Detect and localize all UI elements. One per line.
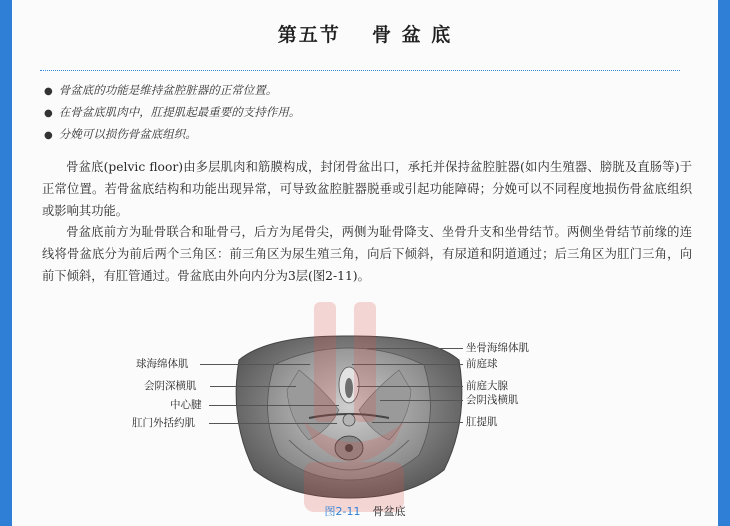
pelvic-floor-illustration [229,330,469,500]
body-paragraph-2 [42,221,692,287]
leader-line [209,405,339,406]
figure-number: 图2-11 [324,505,361,518]
key-point-text: 骨盆底的功能是维持盆腔脏器的正常位置。 [58,83,278,97]
leader-line [380,400,463,401]
leader-line [352,364,463,365]
label-central-tendon: 中心腱 [170,399,202,411]
key-point-text: 在骨盆底肌肉中，肛提肌起最重要的支持作用。 [58,105,301,119]
page-frame-left [0,0,12,526]
label-bulbospongiosus: 球海绵体肌 [136,358,189,370]
leader-line [209,423,337,424]
label-greater-vestibular-gland: 前庭大腺 [466,380,508,392]
label-superficial-transverse-perineal: 会阴浅横肌 [466,394,519,406]
book-page [12,0,718,526]
figure-caption-text: 骨盆底 [372,505,406,518]
key-point-text: 分娩可以损伤骨盆底组织。 [58,127,197,141]
key-points-list [44,80,684,146]
label-levator-ani: 肛提肌 [466,416,498,428]
leader-line [357,386,463,387]
section-heading: 骨 盆 底 [372,24,453,46]
key-point-item [44,102,684,124]
paragraph-text: 骨盆底(pelvic floor)由多层肌肉和筋膜构成，封闭骨盆出口，承托并保持盆腔脏器(如内生殖器、膀胱及直肠等)于正常位置。若骨盆底结构和功能出现异常，可导致盆腔脏器脱垂或引起功能障碍；分娩可以不同程度地损伤骨盆底组织或影响其功能。 [42,160,692,218]
label-external-anal-sphincter: 肛门外括约肌 [132,417,195,429]
dotted-divider [40,70,680,71]
label-deep-transverse-perineal: 会阴深横肌 [144,380,197,392]
section-number: 第五节 [277,24,341,46]
bullet-icon: ● [44,86,53,97]
section-title [12,20,718,47]
label-vestibular-bulb: 前庭球 [466,358,498,370]
bullet-icon: ● [44,108,53,119]
key-point-item [44,124,684,146]
figure-caption [12,503,718,519]
page-frame-right [718,0,730,526]
leader-line [367,348,463,349]
body-paragraph-1 [42,156,692,222]
label-ischiocavernosus: 坐骨海绵体肌 [466,342,529,354]
leader-line [372,422,463,423]
leader-line [210,386,296,387]
key-point-item [44,80,684,102]
leader-line [200,364,310,365]
bullet-icon: ● [44,130,53,141]
paragraph-text: 骨盆底前方为耻骨联合和耻骨弓，后方为尾骨尖，两侧为耻骨降支、坐骨升支和坐骨结节。两侧坐骨结节前缘的连线将骨盆底分为前后两个三角区：前三角区为尿生殖三角，向后下倾斜，有尿道和阴道通过；后三角区为肛门三角，向前下倾斜，有肛管通过。骨盆底由外向内分为3层(图2-11)。 [42,225,692,283]
